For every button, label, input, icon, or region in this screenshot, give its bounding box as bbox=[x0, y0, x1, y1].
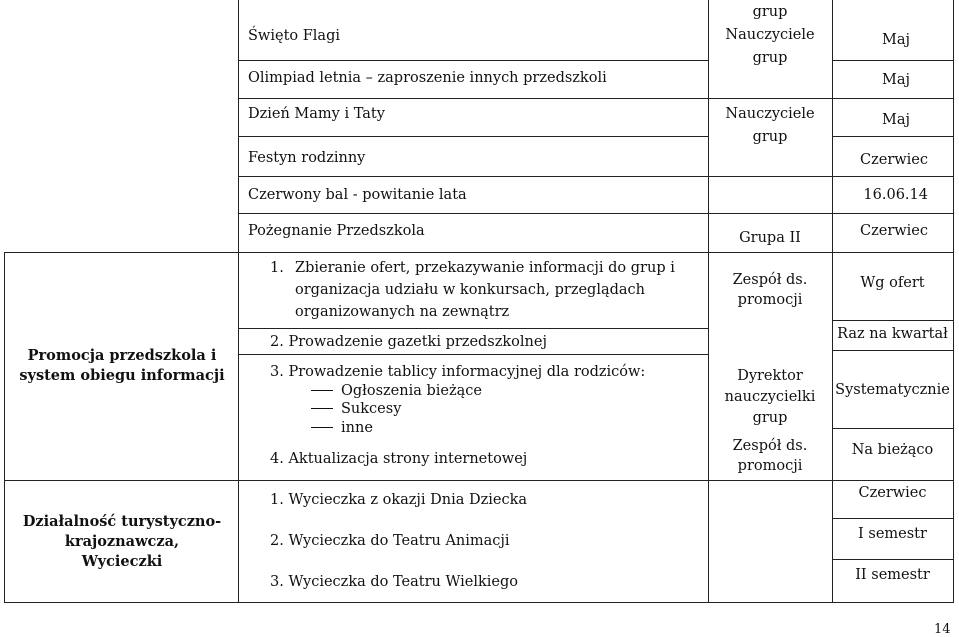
list-item: organizacja udziału w konkursach, przeglądach bbox=[295, 282, 645, 298]
row-line bbox=[832, 559, 953, 560]
who-cell: grup bbox=[752, 4, 788, 20]
who-cell: Grupa II bbox=[739, 230, 801, 246]
list-item: 4. Aktualizacja strony internetowej bbox=[270, 451, 528, 467]
row-line bbox=[238, 328, 708, 329]
row-line bbox=[238, 176, 953, 177]
table-border-col3 bbox=[832, 0, 833, 603]
dash-icon bbox=[311, 427, 333, 428]
section-title-promo: Promocja przedszkola i system obiegu informacji bbox=[19, 347, 225, 384]
page-number: 14 bbox=[934, 622, 951, 637]
who-cell: Zespół ds. bbox=[732, 272, 808, 288]
when-cell: Wg ofert bbox=[860, 275, 925, 291]
event-cell: Czerwony bal - powitanie lata bbox=[248, 187, 467, 203]
when-cell: Czerwiec bbox=[858, 485, 927, 501]
list-item: 3. Prowadzenie tablicy informacyjnej dla rodziców: bbox=[270, 364, 646, 380]
who-cell: Nauczyciele bbox=[725, 27, 815, 43]
list-item: 1. Wycieczka z okazji Dnia Dziecka bbox=[270, 492, 528, 508]
sub-item-label: inne bbox=[341, 420, 373, 436]
table-border-section-left bbox=[4, 252, 5, 603]
event-cell: Festyn rodzinny bbox=[248, 150, 366, 166]
event-cell: Pożegnanie Przedszkola bbox=[248, 223, 425, 239]
who-cell: Dyrektor bbox=[737, 368, 803, 384]
sub-item bbox=[311, 381, 482, 401]
section-title-line: Działalność turystyczno- bbox=[22, 513, 222, 530]
section-title-line: krajoznawcza, bbox=[64, 533, 180, 550]
table-border-bottom bbox=[4, 602, 953, 603]
row-line bbox=[832, 60, 953, 61]
event-cell: Olimpiad letnia – zaproszenie innych przedszkoli bbox=[248, 70, 607, 86]
row-line bbox=[832, 428, 953, 429]
list-item-number: 1. bbox=[270, 260, 284, 276]
row-line bbox=[238, 354, 708, 355]
section-title-line: Wycieczki bbox=[81, 553, 163, 570]
row-line bbox=[832, 518, 953, 519]
list-item: 2. Prowadzenie gazetki przedszkolnej bbox=[270, 334, 547, 350]
event-cell: Święto Flagi bbox=[248, 28, 340, 44]
table-border-right bbox=[953, 0, 954, 603]
when-cell: I semestr bbox=[858, 526, 927, 542]
who-cell: grup bbox=[752, 410, 788, 426]
list-item: Zbieranie ofert, przekazywanie informacji do grup i bbox=[295, 260, 675, 276]
dash-icon bbox=[311, 408, 333, 409]
row-line bbox=[4, 252, 953, 253]
row-line bbox=[238, 136, 708, 137]
row-line bbox=[238, 213, 953, 214]
who-cell: nauczycielki bbox=[724, 389, 816, 405]
when-cell: Maj bbox=[882, 32, 910, 48]
row-line bbox=[4, 480, 953, 481]
when-cell: Na bieżąco bbox=[851, 442, 934, 458]
when-cell: Czerwiec bbox=[860, 152, 928, 168]
section-title-tour bbox=[10, 512, 234, 572]
row-line bbox=[238, 98, 953, 99]
sub-item bbox=[311, 399, 401, 419]
sub-item-label: Ogłoszenia bieżące bbox=[341, 383, 482, 399]
list-item: 3. Wycieczka do Teatru Wielkiego bbox=[270, 574, 518, 590]
dash-icon bbox=[311, 390, 333, 391]
when-cell: Czerwiec bbox=[860, 223, 928, 239]
who-cell: promocji bbox=[737, 292, 803, 308]
when-cell: 16.06.14 bbox=[863, 187, 928, 203]
who-cell: Nauczyciele bbox=[725, 106, 815, 122]
who-cell: Zespół ds. bbox=[732, 438, 808, 454]
event-cell: Dzień Mamy i Taty bbox=[248, 106, 385, 122]
when-cell: II semestr bbox=[855, 567, 930, 583]
when-cell: Maj bbox=[882, 112, 910, 128]
who-cell: promocji bbox=[737, 458, 803, 474]
sub-item-label: Sukcesy bbox=[341, 401, 402, 417]
when-cell: Maj bbox=[882, 72, 910, 88]
who-cell: grup bbox=[752, 50, 788, 66]
when-cell: Systematycznie bbox=[835, 382, 950, 398]
when-cell: Raz na kwartał bbox=[837, 326, 948, 342]
row-line bbox=[238, 60, 708, 61]
row-line bbox=[832, 136, 953, 137]
row-line bbox=[832, 350, 953, 351]
sub-item bbox=[311, 418, 373, 438]
table-border-left bbox=[238, 0, 239, 603]
list-item: organizowanych na zewnątrz bbox=[295, 304, 510, 320]
row-line bbox=[832, 320, 953, 321]
who-cell: grup bbox=[752, 129, 788, 145]
list-item: 2. Wycieczka do Teatru Animacji bbox=[270, 533, 510, 549]
